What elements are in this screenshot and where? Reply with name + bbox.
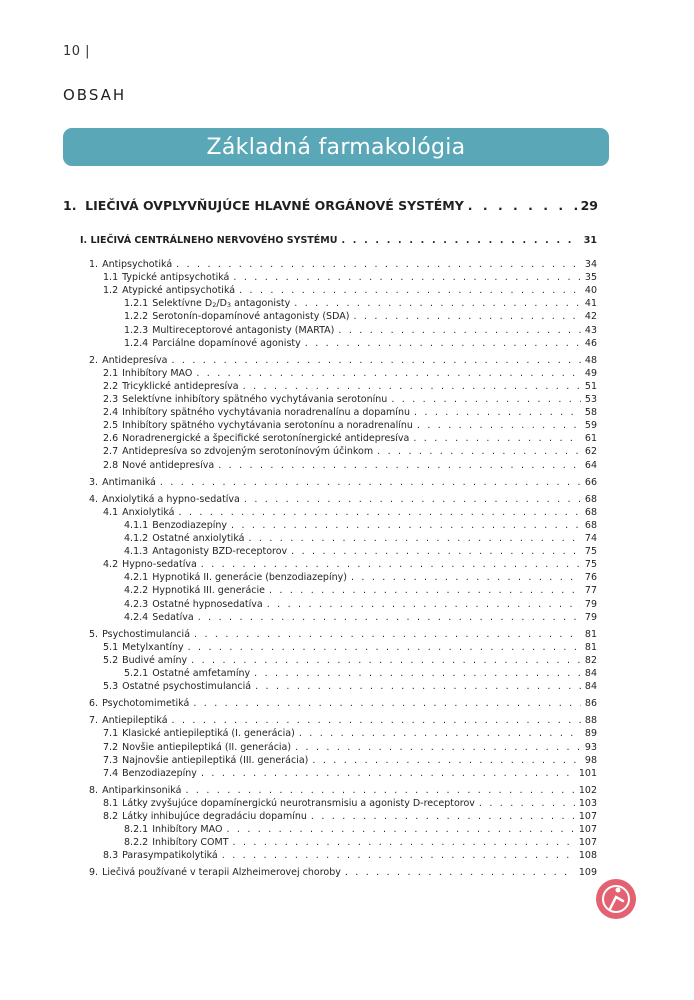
toc-entry-page: 53 — [584, 394, 597, 405]
toc-entry-page: 46 — [584, 337, 597, 349]
toc-entry[interactable] — [89, 784, 597, 797]
toc-entry-page: 84 — [584, 681, 597, 693]
toc-entry-num: 2.8 — [103, 459, 119, 471]
toc-entry-title: Antipsychotiká — [102, 259, 173, 270]
page-heading: OBSAH — [63, 86, 127, 104]
toc-leader — [226, 823, 574, 836]
toc-entry-title: Hypnotiká II. generácie (benzodiazepíny) — [152, 572, 347, 584]
toc-entry-title: Inhibítory spätného vychytávania serotonínu a noradrenalínu — [122, 420, 413, 432]
toc-entry-page: 102 — [578, 784, 597, 796]
toc-entry-title: Atypické antipsychotiká — [122, 285, 236, 297]
page-number: 10 | — [63, 44, 91, 59]
toc-entry-title: Látky zvyšujúce dopamínergickú neurotransmisiu a agonisty D-receptorov — [122, 797, 475, 809]
toc-entry-num: 2.1 — [103, 367, 119, 379]
toc-entry[interactable] — [89, 258, 597, 271]
toc-leader — [239, 284, 581, 297]
toc-entry-num: 7.2 — [103, 741, 119, 753]
toc-entry-title: Novšie antiepileptiká (II. generácia) — [122, 741, 292, 753]
toc-entry-num: 6. — [89, 698, 99, 710]
toc-entry-title: Antagonisty BZD-receptorov — [152, 546, 288, 558]
toc-entry-page: 35 — [584, 272, 597, 284]
toc-entry-page: 88 — [584, 715, 597, 727]
toc-entry[interactable] — [103, 810, 597, 823]
toc-leader — [377, 445, 581, 458]
toc-entry-num: 1.2.1 — [124, 298, 149, 310]
toc-entry[interactable] — [124, 584, 597, 597]
toc-entry-title: Ostatné hypnosedatíva — [152, 598, 263, 610]
toc-entry-page: 68 — [584, 493, 597, 505]
toc-entry[interactable] — [89, 354, 597, 367]
toc-leader — [345, 866, 575, 879]
toc-leader — [193, 697, 581, 710]
toc-entry-title: Benzodiazepíny — [152, 519, 228, 531]
toc-entry-num: 4.2.1 — [124, 572, 149, 584]
toc-entry-title: Klasické antiepileptiká (I. generácia) — [122, 728, 295, 740]
toc-entry-page: 107 — [578, 824, 597, 836]
toc-leader — [196, 367, 581, 380]
toc-entry-page: 109 — [578, 867, 597, 879]
toc-leader — [311, 810, 575, 823]
toc-entry-num: 7.3 — [103, 754, 119, 766]
toc-entry-page: 51 — [584, 380, 597, 392]
toc-entry[interactable] — [103, 393, 597, 406]
toc-entry-num: 8. — [89, 784, 99, 796]
toc-entry-page: 43 — [584, 324, 597, 336]
toc-entry-num: 8.2.1 — [124, 824, 149, 836]
toc-part-title: LIEČIVÁ CENTRÁLNEHO NERVOVÉHO SYSTÉMU — [90, 235, 338, 246]
toc-entry[interactable] — [89, 697, 597, 710]
toc-entry-num: 4.1.2 — [124, 533, 149, 544]
toc-entry-page: 103 — [578, 797, 597, 809]
toc-part-num: I. — [80, 235, 88, 246]
toc-entry-num: 2.2 — [103, 380, 119, 392]
toc-entry-num: 1.2.4 — [124, 337, 149, 349]
toc-entry[interactable] — [124, 571, 597, 584]
toc-entry-page: 66 — [584, 476, 597, 488]
toc-entry[interactable] — [89, 476, 597, 489]
toc-entry-title: Inhibítory MAO — [152, 824, 223, 836]
toc-leader — [171, 354, 580, 367]
toc-entry[interactable] — [103, 445, 597, 458]
toc-entry-num: 4.2 — [103, 559, 119, 571]
toc-entry[interactable] — [103, 367, 597, 380]
toc-entry[interactable] — [124, 532, 597, 545]
toc-leader — [291, 545, 581, 558]
toc-entry-title: Serotonín-dopamínové antagonisty (SDA) — [152, 311, 350, 323]
toc-entry-title: Psychostimulanciá — [102, 628, 191, 640]
toc-entry-title: Inhibítory spätného vychytávania noradrenalínu a dopamínu — [122, 407, 410, 419]
toc-entry[interactable] — [124, 545, 597, 558]
toc-entry-num: 7.4 — [103, 767, 119, 779]
toc-leader — [194, 628, 581, 641]
toc-entry-num: 2.7 — [103, 446, 119, 458]
toc-entry[interactable] — [103, 767, 597, 780]
toc-entry-title: Metylxantíny — [122, 641, 184, 653]
toc-entry[interactable] — [124, 337, 597, 350]
toc-leader — [414, 406, 581, 419]
toc-entry-title: Inhibítory MAO — [122, 367, 193, 379]
toc-entry[interactable] — [103, 654, 597, 667]
toc-entry[interactable] — [89, 714, 597, 727]
toc-leader — [312, 754, 581, 767]
toc-entry-page: 77 — [584, 585, 597, 597]
toc-leader — [179, 506, 581, 519]
toc-entry-num: 4.2.3 — [124, 598, 149, 610]
toc-leader — [479, 797, 575, 810]
toc-entry[interactable] — [124, 310, 597, 323]
toc-entry-page: 58 — [584, 407, 597, 419]
toc-leader — [198, 611, 581, 624]
toc-entry-title: Liečivá používané v terapii Alzheimerovej choroby — [102, 867, 341, 879]
toc-entry-page: 101 — [578, 767, 597, 779]
toc-entry-title: Benzodiazepíny — [122, 767, 197, 779]
toc-entry-page: 79 — [584, 598, 597, 610]
toc-entry-title: Nové antidepresíva — [122, 459, 215, 471]
toc-entry[interactable] — [103, 849, 597, 862]
toc-leader — [255, 680, 581, 693]
toc-entry-num: 2.4 — [103, 407, 119, 419]
toc-entry-num: 5.3 — [103, 681, 119, 693]
toc-entry-title: Selektívne inhibítory spätného vychytávania serotonínu — [122, 394, 388, 405]
toc-entry-title: Antidepresíva — [102, 354, 168, 366]
toc-entry[interactable] — [103, 380, 597, 393]
toc-entry[interactable] — [103, 419, 597, 432]
toc-entry-page: 62 — [584, 446, 597, 458]
toc-leader — [244, 493, 581, 506]
toc-chapter-title: LIEČIVÁ OVPLYVŇUJÚCE HLAVNÉ ORGÁNOVÉ SYSTÉMY — [85, 198, 464, 213]
toc-entry-num: 9. — [89, 867, 99, 879]
toc-leader — [254, 667, 581, 680]
toc-entry-num: 2.6 — [103, 433, 119, 445]
toc-entry-page: 59 — [584, 420, 597, 432]
toc-chapter-num: 1. — [63, 198, 77, 213]
toc-entry-page: 75 — [584, 546, 597, 558]
toc-entry-num: 4.1 — [103, 506, 119, 518]
toc-entry[interactable] — [103, 506, 597, 519]
toc-leader — [248, 532, 580, 545]
toc-leader — [353, 310, 580, 323]
toc-leader — [338, 324, 581, 337]
toc-part[interactable] — [80, 234, 597, 247]
toc-entry[interactable] — [103, 459, 597, 472]
toc-leader — [294, 297, 581, 310]
toc-leader — [295, 741, 581, 754]
toc-entry[interactable] — [103, 432, 597, 445]
toc-entry[interactable] — [103, 727, 597, 740]
toc-entry-page: 98 — [584, 754, 597, 766]
toc-entry[interactable] — [124, 519, 597, 532]
toc-entry-page: 89 — [584, 728, 597, 740]
toc-leader — [233, 836, 575, 849]
toc-entry-num: 5.2 — [103, 654, 119, 666]
toc-entry-title: Antiepileptiká — [102, 715, 168, 727]
toc-entry-num: 5. — [89, 628, 99, 640]
toc-entry[interactable] — [103, 271, 597, 284]
toc-entry-num: 1.2 — [103, 285, 119, 297]
toc-entry-num: 7. — [89, 715, 99, 727]
toc-entry[interactable] — [89, 493, 597, 506]
toc-entry-title: Parciálne dopamínové agonisty — [152, 337, 301, 349]
toc-entry[interactable] — [103, 680, 597, 693]
toc-entry-title: Antidepresíva so zdvojeným serotonínovým účinkom — [122, 446, 374, 458]
toc-entry-num: 8.3 — [103, 850, 119, 862]
toc-chapter-page: 29 — [580, 198, 598, 213]
toc-entry[interactable] — [124, 667, 597, 680]
toc-leader — [188, 641, 581, 654]
toc-entry-page: 34 — [584, 259, 597, 270]
toc-entry-page: 41 — [584, 298, 597, 310]
toc-entry-page: 68 — [584, 519, 597, 531]
toc-entry-page: 79 — [584, 611, 597, 623]
toc-entry-num: 8.2 — [103, 811, 119, 822]
toc-entry-title: Typické antipsychotiká — [122, 272, 230, 284]
toc-entry-num: 2.5 — [103, 420, 119, 432]
toc-entry-title: Hypno-sedatíva — [122, 559, 197, 571]
toc-entry[interactable] — [103, 797, 597, 810]
toc-entry-title: Noradrenergické a špecifické serotonínergické antidepresíva — [122, 433, 410, 445]
toc-chapter[interactable] — [63, 198, 598, 214]
toc-leader — [351, 571, 581, 584]
toc-entry-page: 42 — [584, 311, 597, 323]
toc-entry-num: 1.2.2 — [124, 311, 149, 323]
toc-entry-num: 4. — [89, 493, 99, 505]
toc-entry-title: Tricyklické antidepresíva — [122, 380, 239, 392]
toc-entry[interactable] — [124, 611, 597, 624]
toc-leader — [201, 558, 581, 571]
toc-leader — [176, 258, 581, 271]
toc-entry-num: 8.2.2 — [124, 837, 149, 849]
toc-entry-page: 75 — [584, 559, 597, 571]
toc-entry-title: Parasympatikolytiká — [122, 850, 218, 862]
toc-leader — [341, 234, 579, 247]
toc-entry-title: Najnovšie antiepileptiká (III. generácia) — [122, 754, 309, 766]
toc-entry-title: Sedatíva — [152, 611, 194, 623]
toc-entry-page: 49 — [584, 367, 597, 379]
toc-entry-num: 1. — [89, 259, 99, 270]
toc-entry-page: 74 — [584, 533, 597, 544]
toc-entry-title: Psychotomimetiká — [102, 698, 190, 710]
toc-leader — [391, 393, 581, 406]
toc-leader — [172, 714, 581, 727]
toc-entry-page: 81 — [584, 628, 597, 640]
toc-entry[interactable] — [103, 741, 597, 754]
toc-entry-page: 64 — [584, 459, 597, 471]
toc-entry-num: 4.1.1 — [124, 519, 149, 531]
toc-leader — [160, 476, 581, 489]
toc-entry-num: 5.2.1 — [124, 668, 149, 679]
toc-leader — [231, 519, 581, 532]
toc-entry-title: Ostatné psychostimulanciá — [122, 681, 252, 693]
toc-leader — [218, 459, 581, 472]
toc-entry-page: 68 — [584, 506, 597, 518]
banner-title: Základná farmakológia — [206, 134, 466, 160]
toc-entry-num: 1.2.3 — [124, 324, 149, 336]
toc-entry[interactable] — [89, 628, 597, 641]
toc-leader — [267, 598, 581, 611]
toc-entry-page: 48 — [584, 354, 597, 366]
toc-entry-page: 107 — [578, 837, 597, 849]
toc-leader — [269, 584, 581, 597]
toc-leader — [243, 380, 581, 393]
toc-entry[interactable] — [124, 324, 597, 337]
toc-entry-title: Selektívne $D_2/D_3$ antagonisty — [152, 298, 291, 310]
toc-entry-num: 4.2.2 — [124, 585, 149, 597]
toc-entry-page: 61 — [584, 433, 597, 445]
toc-entry-page: 81 — [584, 641, 597, 653]
toc-entry-num: 2.3 — [103, 394, 119, 405]
toc-entry[interactable] — [103, 284, 597, 297]
toc-entry-page: 40 — [584, 285, 597, 297]
toc-entry[interactable] — [103, 754, 597, 767]
toc-entry-num: 4.1.3 — [124, 546, 149, 558]
toc-entry[interactable] — [103, 641, 597, 654]
toc-entry-num: 3. — [89, 476, 99, 488]
toc-entry-title: Antimaniká — [102, 476, 156, 488]
toc-entry-num: 4.2.4 — [124, 611, 149, 623]
toc-entry-title: Látky inhibujúce degradáciu dopamínu — [122, 811, 307, 822]
toc-leader — [413, 432, 581, 445]
toc-leader — [305, 337, 581, 350]
publisher-logo-icon — [596, 879, 636, 919]
toc-entry-title: Multireceptorové antagonisty (MARTA) — [152, 324, 335, 336]
toc-entry[interactable] — [124, 823, 597, 836]
toc-entry-page: 93 — [584, 741, 597, 753]
toc-entry-num: 8.1 — [103, 797, 119, 809]
toc-entry-num: 5.1 — [103, 641, 119, 653]
toc-entry[interactable] — [103, 406, 597, 419]
toc-entry-title: Anxiolytiká — [122, 506, 175, 518]
toc-entry-page: 108 — [578, 850, 597, 862]
toc-leader — [233, 271, 581, 284]
toc-entry-title: Budivé amíny — [122, 654, 188, 666]
toc-leader — [201, 767, 575, 780]
toc-entry[interactable] — [89, 866, 597, 879]
toc-entry-title: Hypnotiká III. generácie — [152, 585, 265, 597]
toc-leader — [185, 784, 574, 797]
toc-entry[interactable] — [103, 558, 597, 571]
toc-entry-num: 2. — [89, 354, 99, 366]
toc-leader — [299, 727, 581, 740]
toc-entry[interactable] — [124, 297, 597, 310]
toc-entry-page: 84 — [584, 668, 597, 679]
toc-entry-title: Antiparkinsoniká — [102, 784, 182, 796]
toc-entry-page: 76 — [584, 572, 597, 584]
toc-entry[interactable] — [124, 598, 597, 611]
toc-entry-page: 86 — [584, 698, 597, 710]
toc-leader — [468, 198, 577, 214]
toc-part-page: 31 — [583, 235, 597, 246]
toc-entry-title: Anxiolytiká a hypno-sedatíva — [102, 493, 240, 505]
toc-leader — [191, 654, 581, 667]
toc-leader — [417, 419, 581, 432]
toc-entry[interactable] — [124, 836, 597, 849]
toc-leader — [222, 849, 575, 862]
toc-entry-num: 7.1 — [103, 728, 119, 740]
toc-entry-title: Inhibítory COMT — [152, 837, 229, 849]
toc-entry-num: 1.1 — [103, 272, 119, 284]
toc-entry-title: Ostatné anxiolytiká — [152, 533, 245, 544]
toc-entry-page: 82 — [584, 654, 597, 666]
toc-entry-page: 107 — [578, 811, 597, 822]
toc-entry-title: Ostatné amfetamíny — [152, 668, 251, 679]
